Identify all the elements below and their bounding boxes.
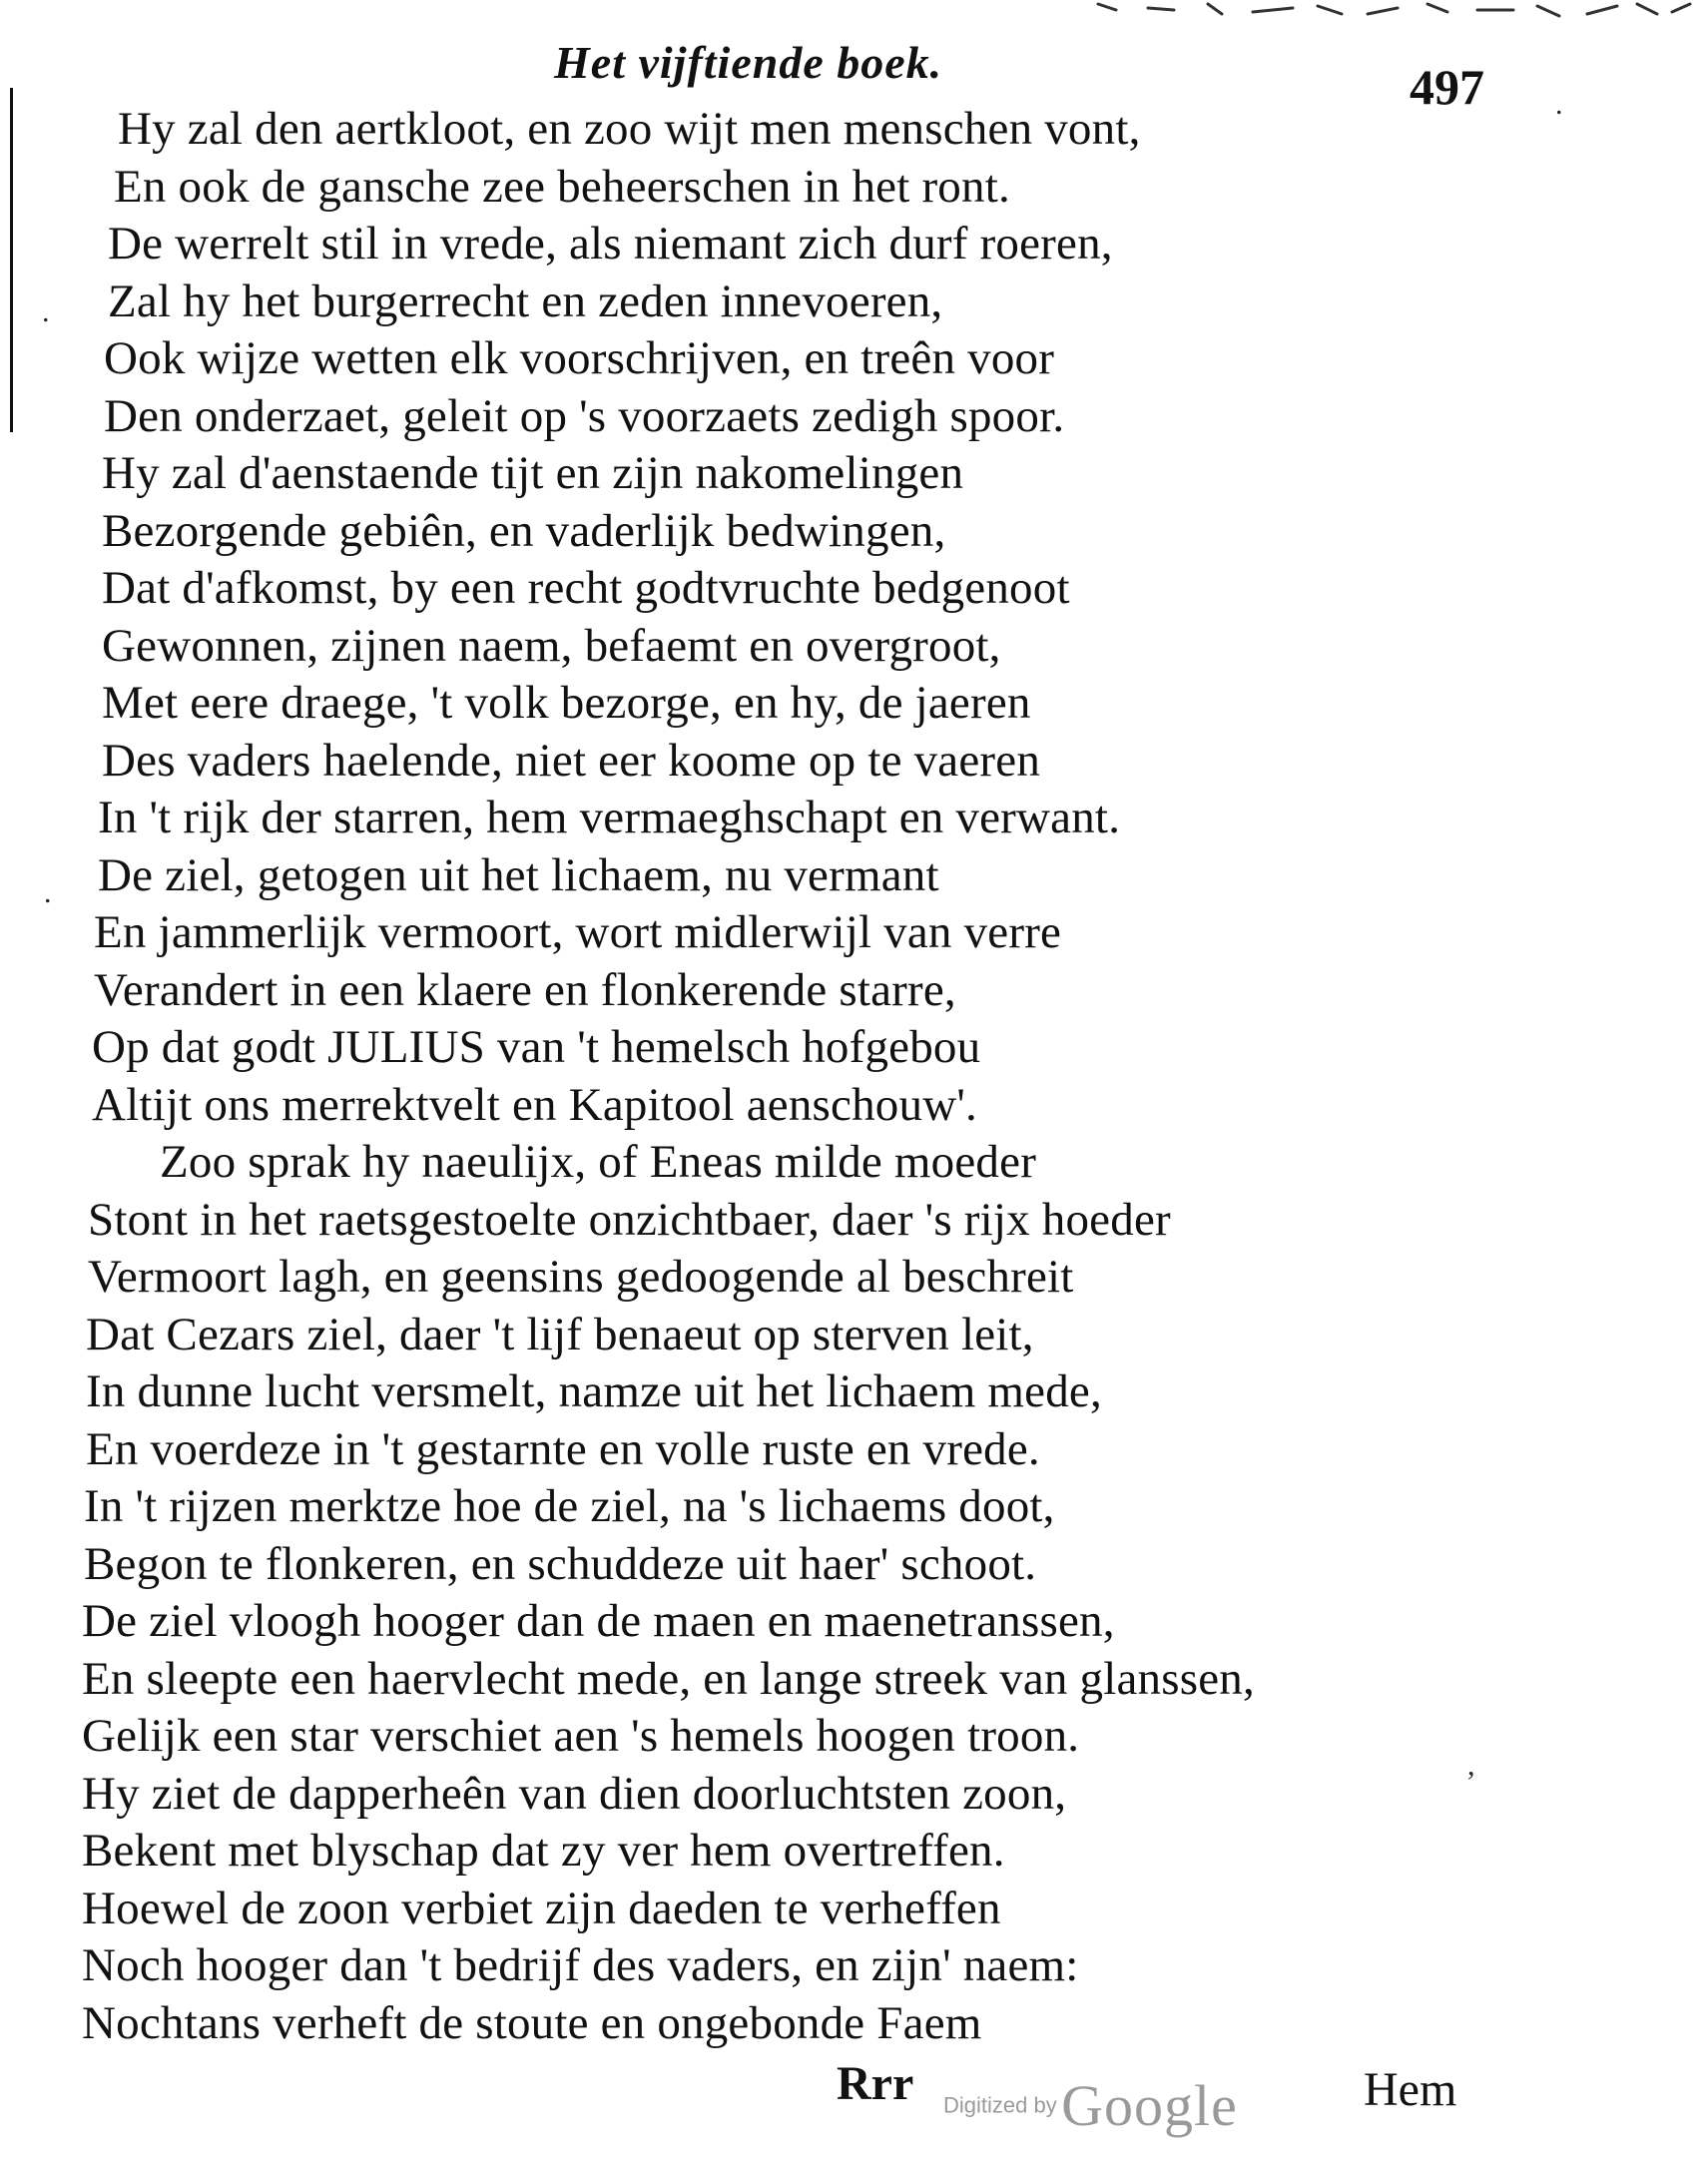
verse-line: De ziel vloogh hooger dan de maen en maenetranssen, [82, 1595, 1115, 1647]
verse-line: Altijt ons merrektvelt en Kapitool aenschouw'. [92, 1078, 977, 1131]
page-header [0, 30, 1708, 115]
verse-line: Met eere draege, 't volk bezorge, en hy, de jaeren [102, 677, 1031, 729]
stray-ink-mark: . [42, 295, 50, 328]
verse-line: Bekent met blyschap dat zy ver hem overtreffen. [82, 1825, 1005, 1877]
verse-line: Op dat godt JULIUS van 't hemelsch hofgebou [92, 1021, 981, 1073]
verse-line: Vermoort lagh, en geensins gedoogende al beschreit [88, 1251, 1074, 1303]
watermark-logo-text: Google [1061, 2073, 1238, 2138]
verse-line: Dat d'afkomst, by een recht godtvruchte bedgenoot [102, 562, 1070, 614]
verse-line: Hy ziet de dapperheên van dien doorluchtsten zoon, [82, 1767, 1067, 1820]
page-footer [0, 2056, 1708, 2146]
verse-line: En sleepte een haervlecht mede, en lange streek van glanssen, [82, 1652, 1255, 1705]
verse-line: In 't rijk der starren, hem vermaeghschapt en verwant. [98, 792, 1121, 843]
verse-line: Zal hy het burgerrecht en zeden innevoeren, [108, 274, 943, 327]
watermark-prefix: Digitized by [943, 2092, 1057, 2118]
signature-mark: Rrr [837, 2057, 914, 2110]
verse-line: Gelijk een star verschiet aen 's hemels hoogen troon. [82, 1710, 1080, 1762]
verse-line: Noch hooger dan 't bedrijf des vaders, en zijn' naem: [82, 1939, 1079, 1991]
verse-line: Gewonnen, zijnen naem, befaemt en overgroot, [102, 619, 1001, 672]
verse-line: De werrelt stil in vrede, als niemant zich durf roeren, [108, 218, 1113, 270]
verse-line: Hoewel de zoon verbiet zijn daeden te verheffen [82, 1882, 1001, 1934]
verse-line: Begon te flonkeren, en schuddeze uit haer' schoot. [84, 1537, 1037, 1590]
verse-line: Nochtans verheft de stoute en ongebonde Faem [82, 1996, 982, 2049]
page-number: 497 [1410, 59, 1484, 115]
verse-line: En jammerlijk vermoort, wort midlerwijl van verre [94, 906, 1062, 958]
verse-line: Bezorgende gebiên, en vaderlijk bedwingen, [102, 504, 946, 557]
verse-line: Verandert in een klaere en flonkerende starre, [94, 963, 956, 1016]
verse-line: Hy zal den aertkloot, en zoo wijt men menschen vont, [118, 103, 1141, 155]
verse-line: De ziel, getogen uit het lichaem, nu vermant [98, 848, 939, 901]
running-title: Het vijftiende boek. [554, 37, 943, 88]
stray-ink-mark: . [44, 876, 52, 909]
verse-line: Zoo sprak hy naeulijx, of Eneas milde moeder [160, 1136, 1037, 1188]
stray-ink-mark: . [1555, 88, 1563, 121]
catchword: Hem [1364, 2063, 1457, 2116]
verse-line: Stont in het raetsgestoelte onzichtbaer, daer 's rijx hoeder [88, 1193, 1171, 1246]
verse-line: In dunne lucht versmelt, namze uit het lichaem mede, [86, 1365, 1102, 1417]
verse-line: Den onderzaet, geleit op 's voorzaets zedigh spoor. [104, 389, 1065, 442]
left-margin-rule [10, 88, 13, 432]
verse-line: In 't rijzen merktze hoe de ziel, na 's lichaems doot, [84, 1480, 1055, 1532]
verse-line: En voerdeze in 't gestarnte en volle ruste en vrede. [86, 1422, 1040, 1475]
digitization-watermark [943, 2072, 1238, 2139]
verse-line: Ook wijze wetten elk voorschrijven, en treên voor [104, 332, 1055, 384]
verse-line: Hy zal d'aenstaende tijt en zijn nakomelingen [102, 447, 964, 499]
verse-line: En ook de gansche zee beheerschen in het ront. [114, 160, 1010, 213]
verse-line: Des vaders haelende, niet eer koome op te vaeren [102, 734, 1041, 787]
top-edge-marks [1078, 0, 1697, 22]
stray-ink-mark: , [1467, 1749, 1475, 1782]
verse-text [82, 101, 1519, 2052]
verse-line: Dat Cezars ziel, daer 't lijf benaeut op sterven leit, [86, 1308, 1034, 1360]
